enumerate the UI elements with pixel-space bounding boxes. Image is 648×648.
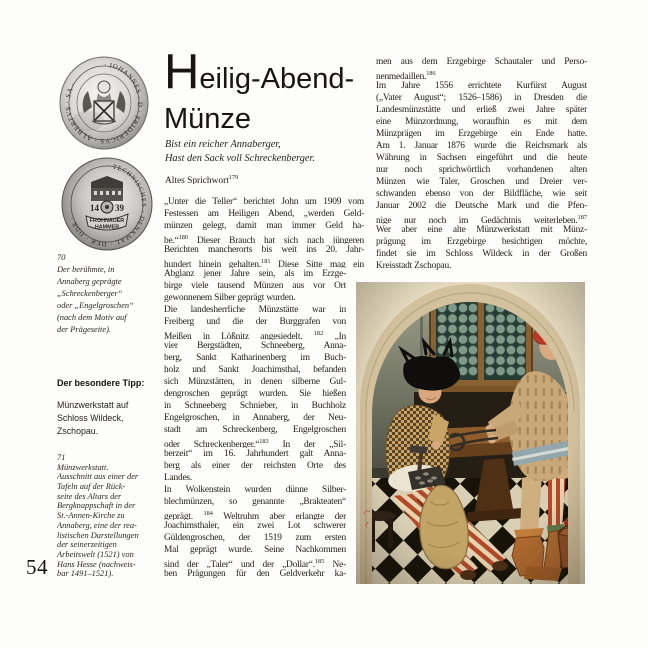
title-initial-letter: H (164, 45, 200, 99)
svg-text:14: 14 (90, 203, 99, 213)
mint-workshop-painting (356, 282, 585, 584)
coin-ring-text: · TECHNISCHES · DENKMAL · DER · DDR · (68, 162, 147, 248)
special-tip-text: Münzwerkstatt auf Schloss Wildeck, Zschopau. (57, 400, 129, 436)
svg-text:39: 39 (115, 203, 124, 213)
epigraph-quote: Bist ein reicher Annaberger, Hast den Sack voll Schreckenberger. (165, 139, 315, 164)
caption-70: 70 Der berühmte, in Annaberg geprägte „Schreckenberger“ oder „Engelgroschen“ (nach dem Motiv auf der Prägeseite). (57, 253, 134, 334)
page-title (164, 45, 355, 135)
page-number: 54 (26, 555, 48, 579)
caption-71: 71 Münzwerkstatt. Ausschnitt aus einer der Tafeln auf der Rück- seite des Altars der Bergknappschaft in der St.-Annen-Kirche zu Annaberg, eine der rea- listischen Darstellungen der seinerzeitigen Arbeitswelt (1521) von Hans Hesse (nachweis- bar 1491–1521). (57, 453, 139, 579)
svg-text:HAMMER: HAMMER (94, 224, 120, 231)
title-line2: Münze (164, 103, 252, 135)
body-column-left-wide: „Unter die Teller“ berichtet John um 1909 vom Festessen am Heiligen Abend, „werden Geld- münzen gelegt, damit man immer Geld ha- be.“$^{180}$ Dieser Brauch hat sich nach jüngeren Berichten mancherorts bis weit ins 20. Jahr- hundert hinein gehalten.$^{181}$ Diese Sitte mag ein (164, 197, 364, 268)
hammer-mill-building-motif (86, 176, 128, 231)
ddr-medal-coin-image (60, 156, 154, 252)
title-line1: eilig-Abend- (199, 63, 355, 95)
engelgroschen-coin-image (58, 55, 150, 151)
quote-attribution: Altes Sprichwort$^{179}$ (165, 174, 239, 184)
coin-ring-inscription: · IOHANNES · D · FRIDERICVS · ALBERTVS · SA · (63, 60, 145, 146)
special-tip-heading: Der besondere Tipp: (57, 378, 145, 388)
body-column-right: men aus dem Erzgebirge Schautaler und Perso- nenmedaillen.$^{186}$ Im Jahre 1556 errichtete Kurfürst August („Vater August“; 1526–1586) in Dresden die Landesmünzstätte und erließ zwei Jahre später eine Münzordnung, woraufhin es mit dem Münzprägen im Erzgebirge ein Ende hatte. Am 1. Januar 1876 wurde die Reichsmark als Währung in Sachsen eingeführt und die heute nur noch sprichwörtlich vorhandenen alten Münzen wie Taler, Groschen und Dreier ver- schwanden ebenso von der Bildfläche, wie seit Januar 2002 die Deutsche Mark und die Pfen- nige nur noch im Gedächtnis weiterleben.$^{187}$ Wer aber eine alte Münzwerkstatt mit Münz- prägung im Erzgebirge besichtigen möchte, findet sie im Schloss Wildeck in der Großen Kreisstadt Zschopau. (376, 57, 587, 271)
body-column-left-narrow: Abglanz jener Jahre sein, als im Erzge- birge viele tausend Münzen aus vor Ort gewonnenem Silber geprägt wurden. Die landesherrliche Münzstätte war in Freiberg und die der Burggrafen von Meißen in Lößnitz angesiedelt. $^{182}$ „In vier Bergstädten, Schneeberg, Anna- berg, Sankt Katharinenberg im Buch- holz und Sankt Joachimsthal, befanden sich Münzstätten, in denen silberne Gul- dengroschen geprägt wurden. Sie hießen in Schneeberg Schnieber, in Buchholz Engelgroschen, in Annaberg, der Neu- stadt am Schreckenberg, Engelgroschen oder Schreckenberger.“$^{183}$ In der „Sil- berzeit“ im 16. Jahrhundert galt Anna- berg als einer der reichsten Orte des Landes. In Wolkenstein wurden dünne Silber- blechmünzen, so genannte „Brakteaten“ geprägt. $^{184}$ Weltruhm aber erlangte der Joachimsthaler, ein zwei Lot schwerer Güldengroschen, der 1519 zum ersten Mal geprägt wurde. Seine Nachkommen sind der „Taler“ und der „Dollar“.$^{185}$ Ne- ben Prägungen für den Geldverkehr ka- (164, 269, 346, 579)
svg-text:FROHNAUER: FROHNAUER (89, 218, 125, 224)
